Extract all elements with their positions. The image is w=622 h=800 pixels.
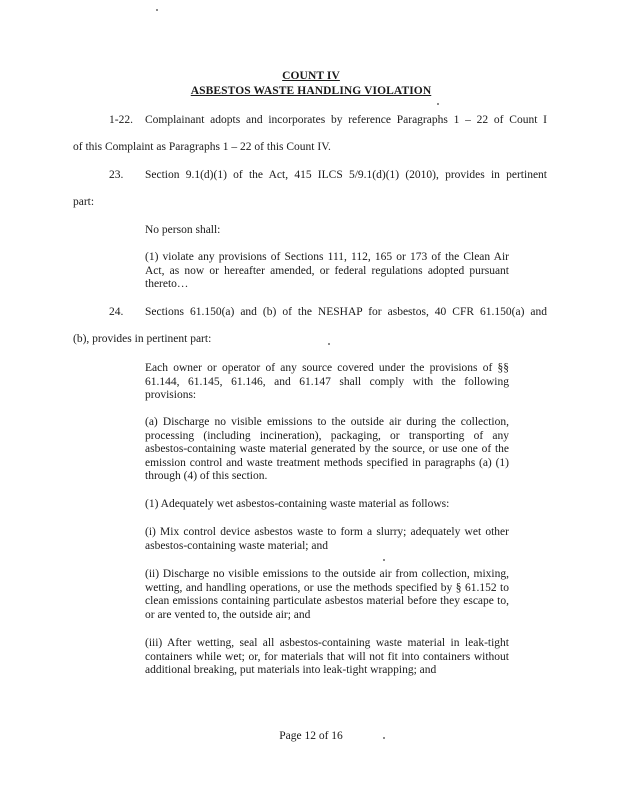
paragraph-text: Complainant adopts and incorporates by reference Paragraphs 1 – 22 of Count I [145, 114, 547, 126]
block-quote: (iii) After wetting, seal all asbestos-containing waste material in leak-tight containers while wet; or, for materials that will not fit into containers without additional breaking, put materials into leak-tight wrapping; and [145, 637, 509, 677]
page-number: Page 12 of 16 [279, 730, 343, 742]
block-quote: (i) Mix control device asbestos waste to form a slurry; adequately wet other asbestos-containing waste material; and [145, 526, 509, 552]
paragraph-text: (b), provides in pertinent part: [73, 333, 212, 345]
paragraph-text: Section 9.1(d)(1) of the Act, 415 ILCS 5/9.1(d)(1) (2010), provides in pertinent [145, 169, 547, 181]
block-quote: (1) violate any provisions of Sections 111, 112, 165 or 173 of the Clean Air Act, as now or hereafter amended, or federal regulations adopted pursuant thereto… [145, 251, 509, 291]
scan-speck [328, 343, 330, 345]
paragraph-text: part: [73, 196, 95, 208]
count-heading: COUNT IV [282, 70, 340, 82]
scan-speck [383, 559, 385, 561]
block-quote: (ii) Discharge no visible emissions to the outside air from collection, mixing, wetting, and handling operations, or use the methods specified by § 61.152 to clean emissions containing particulate asbestos material before they escape to, or are vented to, the outside air; and [145, 568, 509, 621]
paragraph-number: 23. [109, 169, 124, 181]
block-quote: (a) Discharge no visible emissions to the outside air during the collection, processing (including incineration), packaging, or transporting of any asbestos-containing waste material generated by the source, or use one of the emission control and waste treatment methods specified in paragraphs (a) (1) through (4) of this section. [145, 416, 509, 483]
section-title: ASBESTOS WASTE HANDLING VIOLATION [190, 85, 432, 97]
paragraph-number: 24. [109, 306, 124, 318]
scan-speck [156, 9, 158, 11]
block-quote: (1) Adequately wet asbestos-containing waste material as follows: [145, 498, 450, 510]
scan-speck [437, 103, 439, 105]
paragraph-number: 1-22. [109, 114, 133, 126]
paragraph-text: of this Complaint as Paragraphs 1 – 22 of this Count IV. [73, 141, 331, 153]
paragraph-text: Sections 61.150(a) and (b) of the NESHAP for asbestos, 40 CFR 61.150(a) and [145, 306, 547, 318]
block-quote: No person shall: [145, 224, 221, 236]
block-quote: Each owner or operator of any source covered under the provisions of §§ 61.144, 61.145, 61.146, and 61.147 shall comply with the following provisions: [145, 362, 509, 402]
